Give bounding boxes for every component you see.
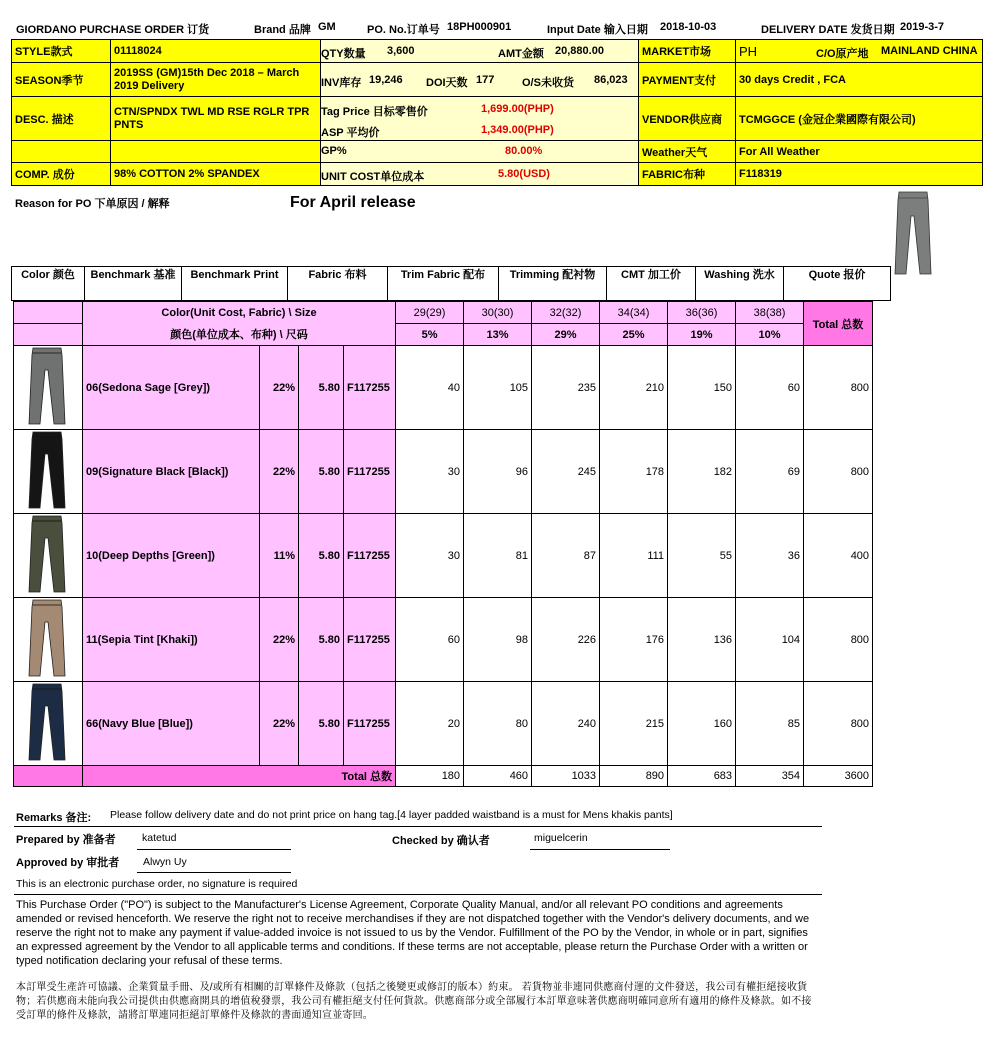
prepared-label: Prepared by 准备者 [16,834,116,846]
amt-label: AMT金额 [498,47,544,60]
os-label: O/S未收货 [522,76,574,89]
weather-value: For All Weather [736,141,983,163]
delivery-date-label: DELIVERY DATE 发货日期 [761,24,895,36]
gp-label: GP% [321,144,347,157]
footer-size-total: 460 [464,766,532,787]
color-row [14,346,873,430]
pants-swatch-image [28,346,68,426]
size-qty-cell: 136 [668,598,736,682]
desc-label: DESC. 描述 [12,97,111,141]
doi-label: DOI天数 [426,76,468,89]
size-label: 34(34) [600,302,668,324]
color-unit-cost: 5.80 [299,598,344,682]
process-col-fabric: Fabric 布料 [288,267,388,301]
style-label: STYLE款式 [12,40,111,63]
size-qty-cell: 60 [396,598,464,682]
pants-swatch-image [28,430,68,510]
size-pct: 5% [396,324,464,346]
color-swatch-cell [14,598,83,682]
checked-value: miguelcerin [534,832,588,844]
product-thumbnail-image [893,190,933,276]
size-label: 36(36) [668,302,736,324]
size-pct: 19% [668,324,736,346]
size-qty-cell: 20 [396,682,464,766]
color-unit-cost: 5.80 [299,682,344,766]
color-name: 09(Signature Black [Black]) [83,430,260,514]
approved-label: Approved by 审批者 [16,857,120,869]
checked-label: Checked by 确认者 [392,835,490,847]
size-qty-cell: 160 [668,682,736,766]
row-total: 400 [804,514,873,598]
remarks-value: Please follow delivery date and do not print price on hang tag.[4 layer padded waistband is a must for Mens khakis pants] [110,809,673,821]
brand-label: Brand 品牌 [254,24,311,36]
color-name: 11(Sepia Tint [Khaki]) [83,598,260,682]
doi-value: 177 [476,73,495,86]
payment-value: 30 days Credit , FCA [736,63,983,97]
color-fabric: F117255 [344,430,396,514]
footer-size-total: 180 [396,766,464,787]
size-qty-cell: 178 [600,430,668,514]
qty-amt-cell [321,40,639,63]
grid-footer-label: Total 总数 [83,766,396,787]
color-pct: 22% [260,346,299,430]
color-name: 06(Sedona Sage [Grey]) [83,346,260,430]
color-unit-cost: 5.80 [299,346,344,430]
color-row [14,598,873,682]
gp-cell [321,141,639,163]
asp-label: ASP 平均价 [321,126,380,139]
process-header-table [11,266,891,301]
empty-value [111,141,321,163]
grid-header-en: Color(Unit Cost, Fabric) \ Size [83,302,396,324]
process-col-benchmark-print: Benchmark Print [182,267,288,301]
size-qty-cell: 80 [464,682,532,766]
size-qty-cell: 111 [600,514,668,598]
footer-size-total: 890 [600,766,668,787]
color-fabric: F117255 [344,346,396,430]
pants-swatch-image [28,682,68,762]
reason-value: For April release [290,194,416,211]
size-pct: 29% [532,324,600,346]
color-fabric: F117255 [344,598,396,682]
size-qty-cell: 245 [532,430,600,514]
market-label: MARKET市场 [639,40,736,63]
color-unit-cost: 5.80 [299,430,344,514]
input-date-value: 2018-10-03 [660,21,717,33]
color-pct: 22% [260,430,299,514]
fabric-label: FABRIC布种 [639,163,736,186]
process-col-washing: Washing 洗水 [696,267,784,301]
po-number-label: PO. No.订单号 [367,24,440,36]
color-unit-cost: 5.80 [299,514,344,598]
color-swatch-cell [14,430,83,514]
pants-swatch-image [28,514,68,594]
size-qty-cell: 240 [532,682,600,766]
size-qty-cell: 36 [736,514,804,598]
size-qty-cell: 176 [600,598,668,682]
process-col-cmt: CMT 加工价 [607,267,696,301]
amt-value: 20,880.00 [555,44,604,57]
color-swatch-cell [14,682,83,766]
size-qty-cell: 210 [600,346,668,430]
footer-size-total: 683 [668,766,736,787]
weather-label: Weather天气 [639,141,736,163]
process-col-trimming: Trimming 配衬物 [499,267,607,301]
size-qty-cell: 182 [668,430,736,514]
size-qty-cell: 55 [668,514,736,598]
color-swatch-cell [14,514,83,598]
pants-swatch-image [28,598,68,678]
row-total: 800 [804,346,873,430]
color-swatch-cell [14,346,83,430]
size-qty-cell: 235 [532,346,600,430]
grid-footer-corner [14,766,83,787]
color-name: 66(Navy Blue [Blue]) [83,682,260,766]
legal-text-cn: 本訂單受生產許可協議、企業質量手冊、及/或所有相關的訂單條件及條款（包括之後變更或修訂的版本）約束。 若貨物並非連同供應商付運的文件發送，我公司有權拒絕接收貨物；若供應商未能向我公司提供由供應商開具的增值稅發票，我公司有權拒絕支付任何貨款。供應商部分或全部履行本訂單意味著供應商明確同意所有適用的條件及條款。如不接受訂單的條件及條款，請將訂單連同拒絕訂單條件及條款的書面通知宣並寄回。 [16,982,812,1021]
legal-text-en: This Purchase Order ("PO") is subject to the Manufacturer's License Agreement, Corporate Quality Manual, and/or all relevant PO conditions and agreements amended or revised henceforth. We reserve the right not to receive merchandises if they are not dispatched together with the Vendor's delivery documents, and we reserve the right not to make any payment if value-added invoice is not issued to us by the Vendor. Fulfillment of the PO by the Vendor, in whole or in part, signifies an expressed agreement by the Vendor to all applicable terms and conditions. If these terms are not acceptable, please return the Purchase Order with a written or typed notification declaring your refusal of these terms. [16,899,810,967]
color-row [14,514,873,598]
gp-value: 80.00% [505,144,543,157]
unit-cost-label: UNIT COST单位成本 [321,170,425,183]
size-qty-cell: 226 [532,598,600,682]
co-label: C/O原产地 [816,47,869,60]
brand-value: GM [318,21,336,33]
size-qty-cell: 85 [736,682,804,766]
prepared-value: katetud [142,832,177,844]
size-label: 32(32) [532,302,600,324]
row-total: 800 [804,682,873,766]
size-label: 30(30) [464,302,532,324]
row-total: 800 [804,598,873,682]
season-value: 2019SS (GM)15th Dec 2018 – March 2019 Delivery [111,63,321,97]
size-qty-cell: 215 [600,682,668,766]
size-pct: 25% [600,324,668,346]
qty-value: 3,600 [387,44,415,57]
po-title: GIORDANO PURCHASE ORDER 订货 [16,24,210,36]
size-label: 29(29) [396,302,464,324]
tag-price-value: 1,699.00(PHP) [481,102,554,115]
approved-value: Alwyn Uy [143,856,187,868]
checked-underline [530,849,670,850]
size-label: 38(38) [736,302,804,324]
po-number-value: 18PH000901 [447,21,512,33]
size-qty-cell: 87 [532,514,600,598]
process-col-trim-fabric: Trim Fabric 配布 [388,267,499,301]
comp-value: 98% COTTON 2% SPANDEX [111,163,321,186]
divider [14,826,822,827]
input-date-label: Input Date 输入日期 [547,24,648,36]
asp-value: 1,349.00(PHP) [481,123,554,136]
color-name: 10(Deep Depths [Green]) [83,514,260,598]
size-qty-cell: 150 [668,346,736,430]
footer-size-total: 354 [736,766,804,787]
style-value: 01118024 [111,40,321,63]
reason-label: Reason for PO 下单原因 / 解释 [15,198,170,210]
size-qty-cell: 96 [464,430,532,514]
size-qty-cell: 105 [464,346,532,430]
delivery-date-value: 2019-3-7 [900,21,945,33]
os-value: 86,023 [594,73,628,86]
size-pct: 13% [464,324,532,346]
color-size-grid [13,301,873,787]
desc-value: CTN/SPNDX TWL MD RSE RGLR TPR PNTS [111,97,321,141]
approved-underline [137,872,291,873]
market-value: PH [739,43,758,59]
color-fabric: F117255 [344,514,396,598]
remarks-label: Remarks 备注: [16,812,92,824]
season-label: SEASON季节 [12,63,111,97]
comp-label: COMP. 成份 [12,163,111,186]
color-pct: 22% [260,682,299,766]
empty-label [12,141,111,163]
size-qty-cell: 30 [396,514,464,598]
process-col-benchmark: Benchmark 基准 [85,267,182,301]
process-col-color: Color 颜色 [12,267,85,301]
co-value: MAINLAND CHINA [881,44,978,57]
color-row [14,430,873,514]
size-qty-cell: 81 [464,514,532,598]
size-qty-cell: 30 [396,430,464,514]
fabric-value: F118319 [736,163,983,186]
color-row [14,682,873,766]
vendor-value: TCMGGCE (金冠企業國際有限公司) [736,97,983,141]
grid-corner-top [14,302,83,324]
footer-grand-total: 3600 [804,766,873,787]
footer-size-total: 1033 [532,766,600,787]
size-pct: 10% [736,324,804,346]
vendor-label: VENDOR供应商 [639,97,736,141]
grid-corner-bottom [14,324,83,346]
inv-cell [321,63,639,97]
inv-label: INV库存 [321,76,362,89]
size-qty-cell: 69 [736,430,804,514]
price-cell [321,97,639,141]
row-total: 800 [804,430,873,514]
size-qty-cell: 60 [736,346,804,430]
size-qty-cell: 40 [396,346,464,430]
po-info-table [11,39,983,186]
tag-price-label: Tag Price 目标零售价 [321,105,428,118]
qty-label: QTY数量 [321,47,366,60]
unit-cost-value: 5.80(USD) [498,167,550,180]
size-qty-cell: 104 [736,598,804,682]
electronic-note: This is an electronic purchase order, no signature is required [16,878,298,890]
unit-cost-cell [321,163,639,186]
color-fabric: F117255 [344,682,396,766]
color-pct: 11% [260,514,299,598]
inv-value: 19,246 [369,73,403,86]
grid-header-cn: 颜色(单位成本、布种) \ 尺码 [83,324,396,346]
payment-label: PAYMENT支付 [639,63,736,97]
color-pct: 22% [260,598,299,682]
process-col-quote: Quote 报价 [784,267,891,301]
divider [14,894,822,895]
size-qty-cell: 98 [464,598,532,682]
market-co-cell [736,40,983,63]
prepared-underline [137,849,291,850]
grid-total-header: Total 总数 [804,302,873,346]
